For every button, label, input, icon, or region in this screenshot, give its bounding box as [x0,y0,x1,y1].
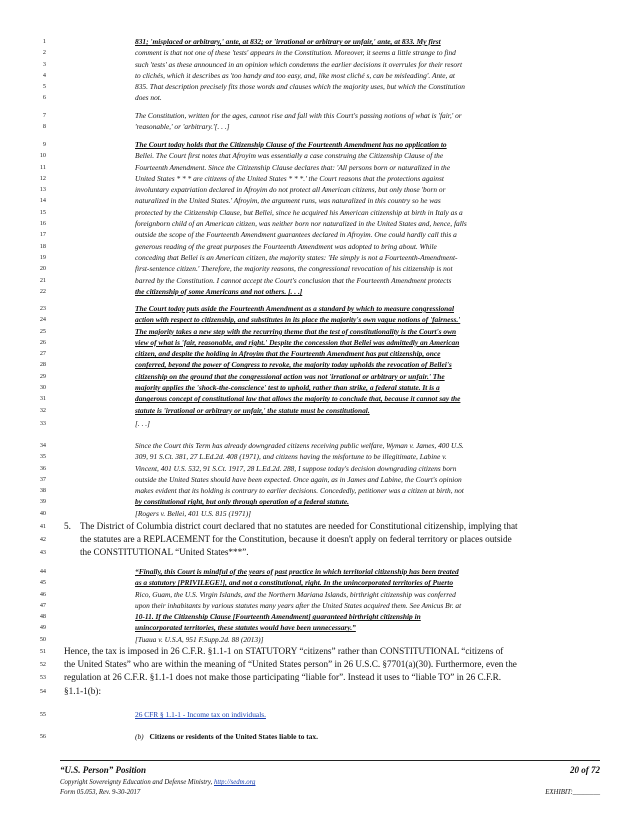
quote-line: majority applies the 'shock-the-conscience' test to uphold, rather than strike, a federal statute. It is a [135,383,440,393]
quote-line: makes evident that its holding is contrary to earlier decisions. Concededly, petitioner was a citizen at birth, not [135,486,464,496]
citation: [Tuaua v. U.S.A, 951 F.Supp.2d. 88 (2013)] [135,634,264,644]
line-number: 49 [39,624,46,632]
cfr-link[interactable]: 26 CFR § 1.1-1 - Income tax on individuals. [135,710,266,719]
quote-text [135,110,602,133]
line-number: 54 [39,687,46,695]
line-number: 25 [39,327,46,335]
quote-line: Bellei. The Court first notes that Afroyim was essentially a case construing the Citizenship Clause of the [135,151,444,161]
line-number: 40 [39,509,46,517]
line-number: 34 [39,442,46,449]
quote-line: involuntary expatriation declared in Afroyim do not protect all American citizens, but only those 'born or [135,185,446,195]
text-line: §1.1-1(b): [64,685,101,696]
quote-line: view of what is 'fair, reasonable, and right.' Despite the concession that Bellei was admittedly an American [135,337,460,347]
quote-line: to clichés, which it describes as 'too handy and too easy, and, like most cliché s, can be misleading'. Ante, at [135,70,455,80]
line-number: 30 [39,384,46,392]
quote-line: 'reasonable,' or 'arbitrary.'[. . .] [135,122,230,132]
quote-line: first-sentence citizen.' Therefore, the majority reasons, the congressional revocation of his citizenship is not [135,264,453,274]
text-line: regulation at 26 C.F.R. §1.1-1 does not make those participating “liable for”. Instead it uses to “liable TO” in 26 C.F.R. [64,672,502,683]
text-line: the United States” who are within the meaning of “United States person” in 26 U.S.C. §7701(a)(30). Furthermore, even the [64,659,517,670]
line-number: 52 [39,661,46,669]
subsection-label: (b) [135,732,144,741]
line-number: 3 [42,60,46,68]
quote-line: Since the Court this Term has already downgraded citizens receiving public welfare, Wyman v. James, 400 U.S. [135,441,464,450]
line-number: 15 [39,208,46,216]
line-number: 10 [39,152,46,160]
quote-line: such 'tests' as these announced in an opinion which condemns the earlier decisions it overrules for their resort [135,59,463,69]
quote-line: does not. [135,93,162,103]
quote-text [135,36,602,104]
line-number: 11 [40,163,46,171]
line-number: 12 [39,174,46,182]
quote-line: dangerous concept of constitutional law that allows the majority to conclude that, because it cannot say the [135,394,461,404]
text-line: Hence, the tax is imposed in 26 C.F.R. §1.1-1 on STATUTORY “citizens” rather than CONSTITUTIONAL “citizens of [64,646,504,656]
quote-line: United States * * * are citizens of the United States * * *.' the Court reasons that the protections against [135,173,444,183]
footer-title: “U.S. Person” Position [60,765,147,775]
quote-text [135,139,602,297]
quote-line: outside the United States should have been expected. Once again, as in James and Labine, the Court's opinion [135,474,462,484]
footer-form: Form 05.053, Rev. 9-30-2017 [60,789,141,796]
line-number: 41 [39,523,46,530]
footer-exhibit: EXHIBIT:________ [545,789,600,796]
text-line: The District of Columbia district court declared that no statutes are needed for Constitutional citizenship, implying that [80,521,518,531]
quote-text [135,566,602,645]
line-number: 32 [39,406,46,414]
text-line: the statutes are a REPLACEMENT for the Constitution, because it doesn't apply on federal territory or places outside [80,534,512,545]
quote-text [135,418,602,429]
line-number: 2 [42,49,46,57]
line-number: 16 [39,220,46,228]
quote-line: naturalized in the United States.' Afroyim, the argument runs, was naturalized in this country so he was [135,196,441,206]
line-numbers [24,645,46,698]
quote-line: conferred, beyond the power of Congress to revoke, the majority today upholds the revocation of Bellei's [135,360,452,370]
line-number: 51 [39,648,46,655]
line-number: 8 [42,123,46,131]
quote-line: unincorporated territories, these statutes would have been unnecessary.” [135,623,356,633]
quote-line: comment is that not one of these 'tests' appears in the Constitution. Moreover, it seems a little strange to find [135,48,456,58]
line-number: 56 [39,733,46,740]
line-number: 4 [42,71,46,79]
quote-line: citizenship on the ground that the congressional action was not 'irrational or arbitrary or unfair.' The [135,371,445,381]
quote-line: the citizenship of some Americans and not others. [. . .] [135,286,303,296]
line-numbers [24,520,46,560]
quote-line: statute is 'irrational or arbitrary or unfair,' the statute must be constitutional. [135,405,370,415]
subsection-heading: Citizens or residents of the United States liable to tax. [149,732,318,741]
line-number: 46 [39,590,46,598]
quote-line: action with respect to citizenship, and substitutes in its place the majority's own vague notions of 'fairness.' [135,315,461,325]
line-number: 23 [39,305,46,312]
quote-text [135,303,602,416]
quote-text [135,440,602,519]
line-numbers [24,566,46,645]
line-numbers [24,303,46,416]
quote-line: Fourteenth Amendment. Since the Citizenship Clause declares that: 'All persons born or naturalized in the [135,162,451,172]
line-number: 44 [39,568,46,575]
paragraph-text [64,645,604,698]
quote-line: “Finally, this Court is mindful of the years of past practice in which territorial citizenship has been treated [135,567,459,576]
quote-line: 10-11. If the Citizenship Clause [Fourteenth Amendment] guaranteed birthright citizenship in [135,612,421,622]
line-number: 50 [39,635,46,643]
quote-line: 835. That description precisely fits those words and clauses which the majority uses, but which the Constitution [135,82,465,92]
list-item-text [80,520,604,560]
line-number: 48 [39,613,46,621]
line-number: 24 [39,316,46,324]
line-numbers [24,139,46,297]
line-number: 22 [39,287,46,295]
citation: [Rogers v. Bellei, 401 U.S. 815 (1971)] [135,508,252,518]
line-number: 7 [42,112,46,119]
link-line [135,709,602,720]
quote-line: outside the scope of the Fourteenth Amendment guarantees declared in Afroyim. One could hardly call this a [135,230,457,240]
line-number: 28 [39,361,46,369]
quote-line: The majority takes a new step with the recurring theme that the test of constitutionality is the Court's own [135,326,457,336]
quote-line: as a statutory [PRIVILEGE!], and not a constitutional, right. In the unincorporated territories of Puerto [135,578,454,588]
quote-line: conceding that Bellei is an American citizen, the majority states: 'He simply is not a Fourteenth-Amendment- [135,252,458,262]
line-numbers [24,418,46,429]
excerpt-text [135,731,602,742]
quote-line: barred by the Constitution. I cannot accept the Court's conclusion that the Fourteenth Amendment protects [135,275,452,285]
line-number: 39 [39,498,46,506]
line-number: 17 [39,231,46,239]
line-numbers [24,110,46,133]
line-number: 33 [39,420,46,427]
quote-line: The Constitution, written for the ages, cannot rise and fall with this Court's passing notions of what is 'fair,' or [135,111,462,120]
quote-line: The Court today holds that the Citizenship Clause of the Fourteenth Amendment has no application to [135,140,447,149]
line-number: 21 [39,276,46,284]
quote-line: by constitutional right, but only through operation of a federal statute. [135,497,349,507]
quote-line: 309, 91 S.Ct. 381, 27 L.Ed.2d. 408 (1971), and citizens having the misfortune to be illegitimate, Labine v. [135,452,447,462]
line-number: 6 [42,94,46,102]
line-numbers [24,709,46,720]
line-numbers [24,36,46,104]
line-number: 37 [39,475,46,483]
line-number: 26 [39,338,46,346]
line-number: 27 [39,350,46,358]
quote-line: The Court today puts aside the Fourteenth Amendment as a standard by which to measure congressional [135,304,455,313]
quote-line: Vincent, 401 U.S. 532, 91 S.Ct. 1917, 28 L.Ed.2d. 288, I suppose today's decision downgrading citizens born [135,463,457,473]
line-number: 18 [39,242,46,250]
line-number: 47 [39,601,46,609]
quote-line: protected by the Citizenship Clause, but Bellei, since he acquired his American citizenship at birth in Italy as a [135,207,463,217]
line-number: 42 [39,536,46,544]
line-number: 29 [39,372,46,380]
text-line: the CONSTITUTIONAL “United States***”. [80,547,249,558]
list-item-number: 5. [64,521,71,531]
line-number: 53 [39,674,46,682]
copyright-text: Copyright Sovereignty Education and Defense Ministry, [60,779,214,786]
quote-line: 831; 'misplaced or arbitrary,' ante, at 832; or 'irrational or arbitrary or unfair,' ante, at 833. My first [135,37,441,46]
quote-line: foreignborn child of an American citizen, was neither born nor naturalized in the United States and, hence, falls [135,219,467,229]
footer-copyright [60,779,255,786]
quote-line: generous reading of the great purposes the Fourteenth Amendment was adopted to bring about. While [135,241,437,251]
line-number: 36 [39,464,46,472]
line-number: 14 [39,197,46,205]
sedm-link[interactable]: http://sedm.org [213,779,256,786]
line-number: 13 [39,186,46,194]
line-numbers [24,731,46,742]
quote-line: citizen, and despite the holding in Afroyim that the Fourteenth Amendment has put citizenship, once [135,349,441,359]
line-number: 38 [39,487,46,495]
line-number: 45 [39,579,46,587]
line-numbers [24,440,46,519]
line-number: 20 [39,265,46,273]
line-number: 55 [39,711,46,718]
page-number: 20 of 72 [570,765,600,775]
quote-line: upon their inhabitants by various statutes many years after the United States acquired them. See Amicus Br. at [135,600,462,610]
line-number: 9 [42,141,46,148]
footer-divider [60,760,600,761]
line-number: 5 [42,83,46,91]
line-number: 35 [39,453,46,461]
line-number: 19 [39,253,46,261]
line-number: 1 [42,38,46,45]
quote-line: [. . .] [135,419,150,428]
line-number: 43 [39,549,46,557]
quote-line: Rico, Guam, the U.S. Virgin Islands, and the Northern Mariana Islands, birthright citizenship was conferred [135,589,456,599]
line-number: 31 [39,395,46,403]
